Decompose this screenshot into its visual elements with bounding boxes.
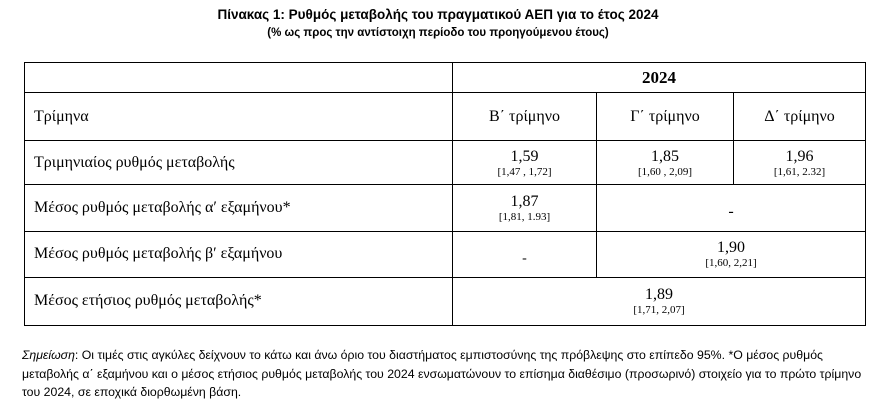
cell-annual [453, 277, 866, 325]
table-title: Πίνακας 1: Ρυθμός μεταβολής του πραγματικού ΑΕΠ για το έτος 2024 [217, 7, 659, 22]
table-row [25, 277, 866, 325]
value-q4: 1,96 [785, 147, 814, 165]
ci-first-half: [1,81, 1.93] [498, 211, 551, 224]
ci-second-half: [1,60, 2,21] [705, 257, 757, 270]
quarter-header-q2: Β΄ τρίμηνο [453, 93, 597, 141]
value-q3: 1,85 [651, 147, 679, 165]
cell-q4 [734, 141, 866, 185]
table-subtitle: (% ως προς την αντίστοιχη περίοδο του προηγούμενου έτους) [267, 27, 609, 39]
cell-first-half [453, 185, 597, 231]
quarter-header-row [25, 93, 866, 141]
quarters-label: Τρίμηνα [25, 93, 453, 141]
table-row [25, 141, 866, 185]
note-label: Σημείωση [22, 348, 75, 362]
footnote [22, 346, 868, 402]
quarter-header-q3: Γ΄ τρίμηνο [597, 93, 734, 141]
value-first-half: 1,87 [510, 193, 539, 211]
note-text: : Οι τιμές στις αγκύλες δείχνουν το κάτω και άνω όριο του διαστήματος εμπιστοσύνης της πρόβλεψης στο επίπεδο 95%. *Ο μέσος ρυθμός μεταβολής α΄ εξαμήνου και ο μέσος ετήσιος ρυθμός μεταβολής του 2024 ενσωματώνουν το επίσημα διαθέσιμο (προσωρινό) στοιχείο για το πρώτο τρίμηνο του 2024, σε εποχικά διορθωμένη βάση. [22, 348, 862, 399]
cell-q2 [453, 141, 597, 185]
first-half-dash: - [597, 185, 866, 231]
value-second-half: 1,90 [717, 239, 746, 257]
table-row [25, 231, 866, 277]
row-label-quarterly: Τριμηνιαίος ρυθμός μεταβολής [25, 141, 453, 185]
row-label-second-half: Μέσος ρυθμός μεταβολής β′ εξαμήνου [25, 231, 453, 277]
year-header-row [25, 63, 866, 93]
row-label-first-half: Μέσος ρυθμός μεταβολής α′ εξαμήνου* [25, 185, 453, 231]
value-q2: 1,59 [510, 147, 539, 165]
table-row [25, 185, 866, 231]
gdp-growth-table [24, 62, 866, 326]
second-half-dash: - [453, 231, 597, 277]
ci-q4: [1,61, 2.32] [773, 165, 826, 178]
cell-q3 [597, 141, 734, 185]
cell-second-half [597, 231, 866, 277]
value-annual: 1,89 [645, 286, 674, 304]
quarter-header-q4: Δ΄ τρίμηνο [734, 93, 866, 141]
year-header: 2024 [453, 63, 866, 93]
row-label-annual: Μέσος ετήσιος ρυθμός μεταβολής* [25, 277, 453, 325]
ci-q2: [1,47 , 1,72] [497, 165, 552, 178]
ci-q3: [1,60 , 2,09] [637, 165, 693, 178]
ci-annual: [1,71, 2,07] [633, 304, 685, 317]
corner-cell [25, 63, 453, 93]
